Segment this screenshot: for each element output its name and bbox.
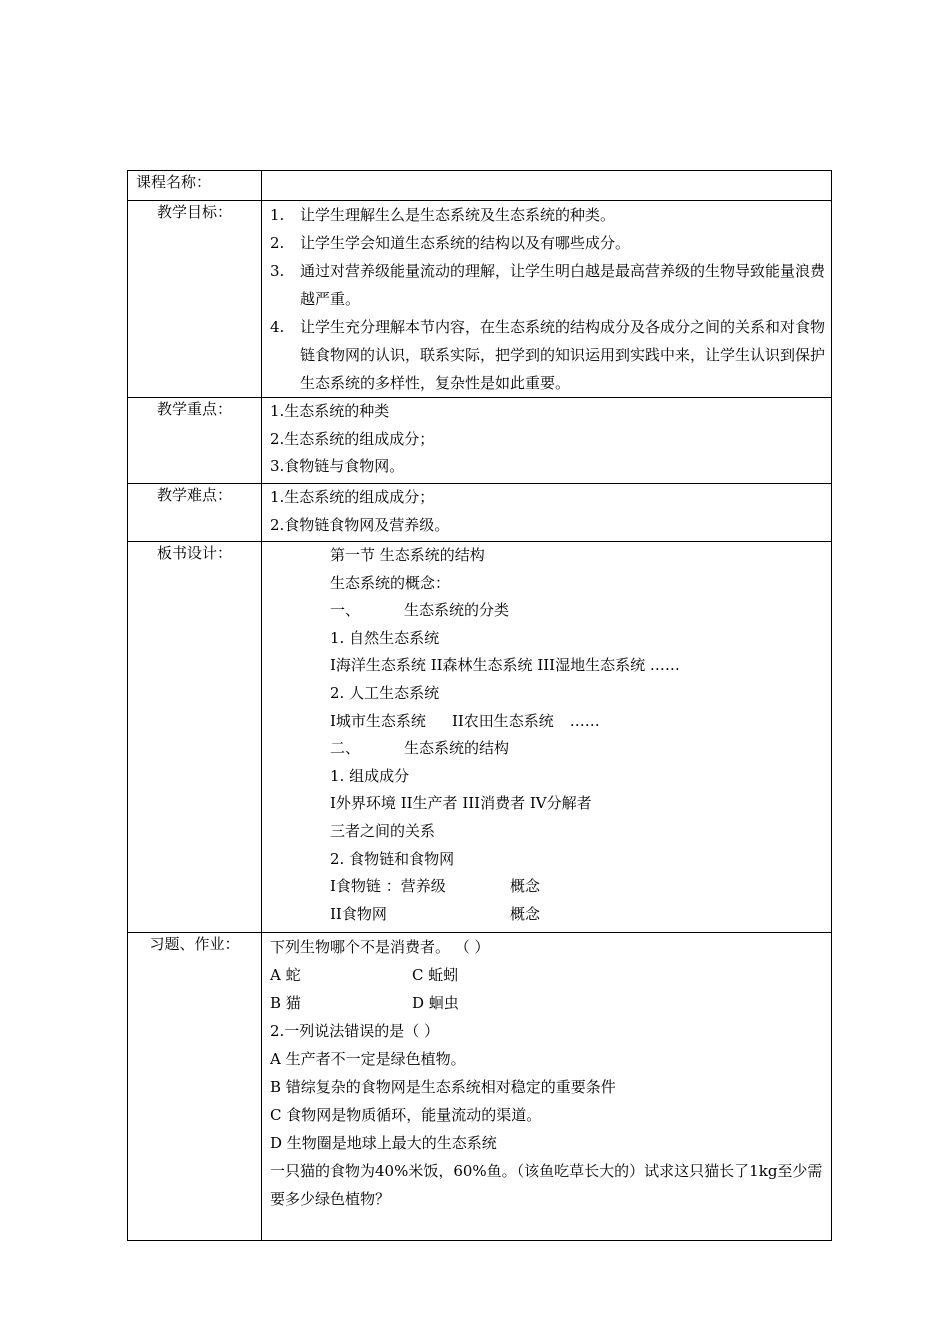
board-sub-2: 2. 人工生态系统 [330, 683, 440, 702]
key-point-line: 2.生态系统的组成成分； [270, 429, 435, 448]
key-points-row [128, 398, 832, 484]
objective-item: 2. 让学生学会知道生态系统的结构以及有哪些成分。 [270, 234, 631, 252]
question-2-option: B 错综复杂的食物网是生态系统相对稳定的重要条件 [270, 1078, 616, 1096]
key-points-label: 教学重点： [128, 398, 262, 484]
board-concept: 生态系统的概念： [330, 573, 451, 592]
board-sub-3: 1. 组成成分 [330, 766, 410, 785]
board-artificial: I城市生态系统 II农田生态系统 …… [330, 711, 600, 730]
difficulties-label: 教学难点： [128, 484, 262, 542]
lesson-plan-table [127, 170, 832, 1241]
difficulty-line: 1.生态系统的组成成分； [270, 488, 435, 506]
key-point-line: 3.食物链与食物网。 [270, 457, 405, 475]
board-sub-4: 2. 食物链和食物网 [330, 849, 455, 868]
board-food-chain: I食物链 ：营养级 概念 [330, 877, 541, 896]
question-1-options-bd: B 猫 D 蛔虫 [270, 994, 459, 1012]
exercises-label: 习题、作业： [128, 933, 262, 1241]
difficulties-cell [262, 484, 832, 542]
question-2-option: D 生物圈是地球上最大的生态系统 [270, 1134, 497, 1152]
board-row [128, 542, 832, 933]
question-1-options-ac: A 蛇 C 蚯蚓 [270, 966, 459, 984]
board-natural: I海洋生态系统 II森林生态系统 III湿地生态系统 …… [330, 656, 680, 675]
board-sub-1: 1. 自然生态系统 [330, 628, 440, 647]
course-name-value [262, 171, 832, 201]
key-points-cell [262, 398, 832, 484]
difficulties-row [128, 484, 832, 542]
board-relation: 三者之间的关系 [330, 821, 436, 840]
exercises-row [128, 933, 832, 1241]
question-1: 下列生物哪个不是消费者。 （ ） [270, 938, 490, 956]
key-point-line: 1.生态系统的种类 [270, 402, 390, 420]
board-label: 板书设计： [128, 542, 262, 933]
objectives-cell [262, 201, 832, 398]
course-name-row [128, 171, 832, 201]
board-cell [262, 542, 832, 933]
exercises-cell [262, 933, 832, 1241]
objectives-row [128, 201, 832, 398]
objective-item: 4. 让学生充分理解本节内容，在生态系统的结构成分及各成分之间的关系和对食物链食物网的认识，联系实际，把学到的知识运用到实践中来，让学生认识到保护生态系统的多样性，复杂性是如此重要。 [270, 318, 826, 392]
question-2-option: C 食物网是物质循环，能量流动的渠道。 [270, 1106, 542, 1124]
board-food-web: II食物网 概念 [330, 904, 541, 923]
board-section-2: 二、 生态系统的结构 [330, 739, 510, 758]
board-title: 第一节 生态系统的结构 [330, 546, 485, 564]
board-components: I外界环境 II生产者 III消费者 IV分解者 [330, 794, 592, 813]
course-name-label: 课程名称： [128, 171, 262, 201]
board-section-1: 一、 生态系统的分类 [330, 601, 510, 620]
difficulty-line: 2.食物链食物网及营养级。 [270, 515, 450, 534]
objectives-label: 教学目标： [128, 201, 262, 398]
objective-item: 1. 让学生理解生么是生态系统及生态系统的种类。 [270, 206, 616, 224]
question-2: 2.一列说法错误的是（ ） [270, 1022, 440, 1040]
question-3: 一只猫的食物为40%米饭，60%鱼。（该鱼吃草长大的）试求这只猫长了1kg至少需要多少绿色植物？ [270, 1162, 823, 1208]
question-2-option: A 生产者不一定是绿色植物。 [270, 1050, 466, 1068]
objective-item: 3. 通过对营养级能量流动的理解，让学生明白越是最高营养级的生物导致能量浪费越严重。 [270, 262, 826, 308]
